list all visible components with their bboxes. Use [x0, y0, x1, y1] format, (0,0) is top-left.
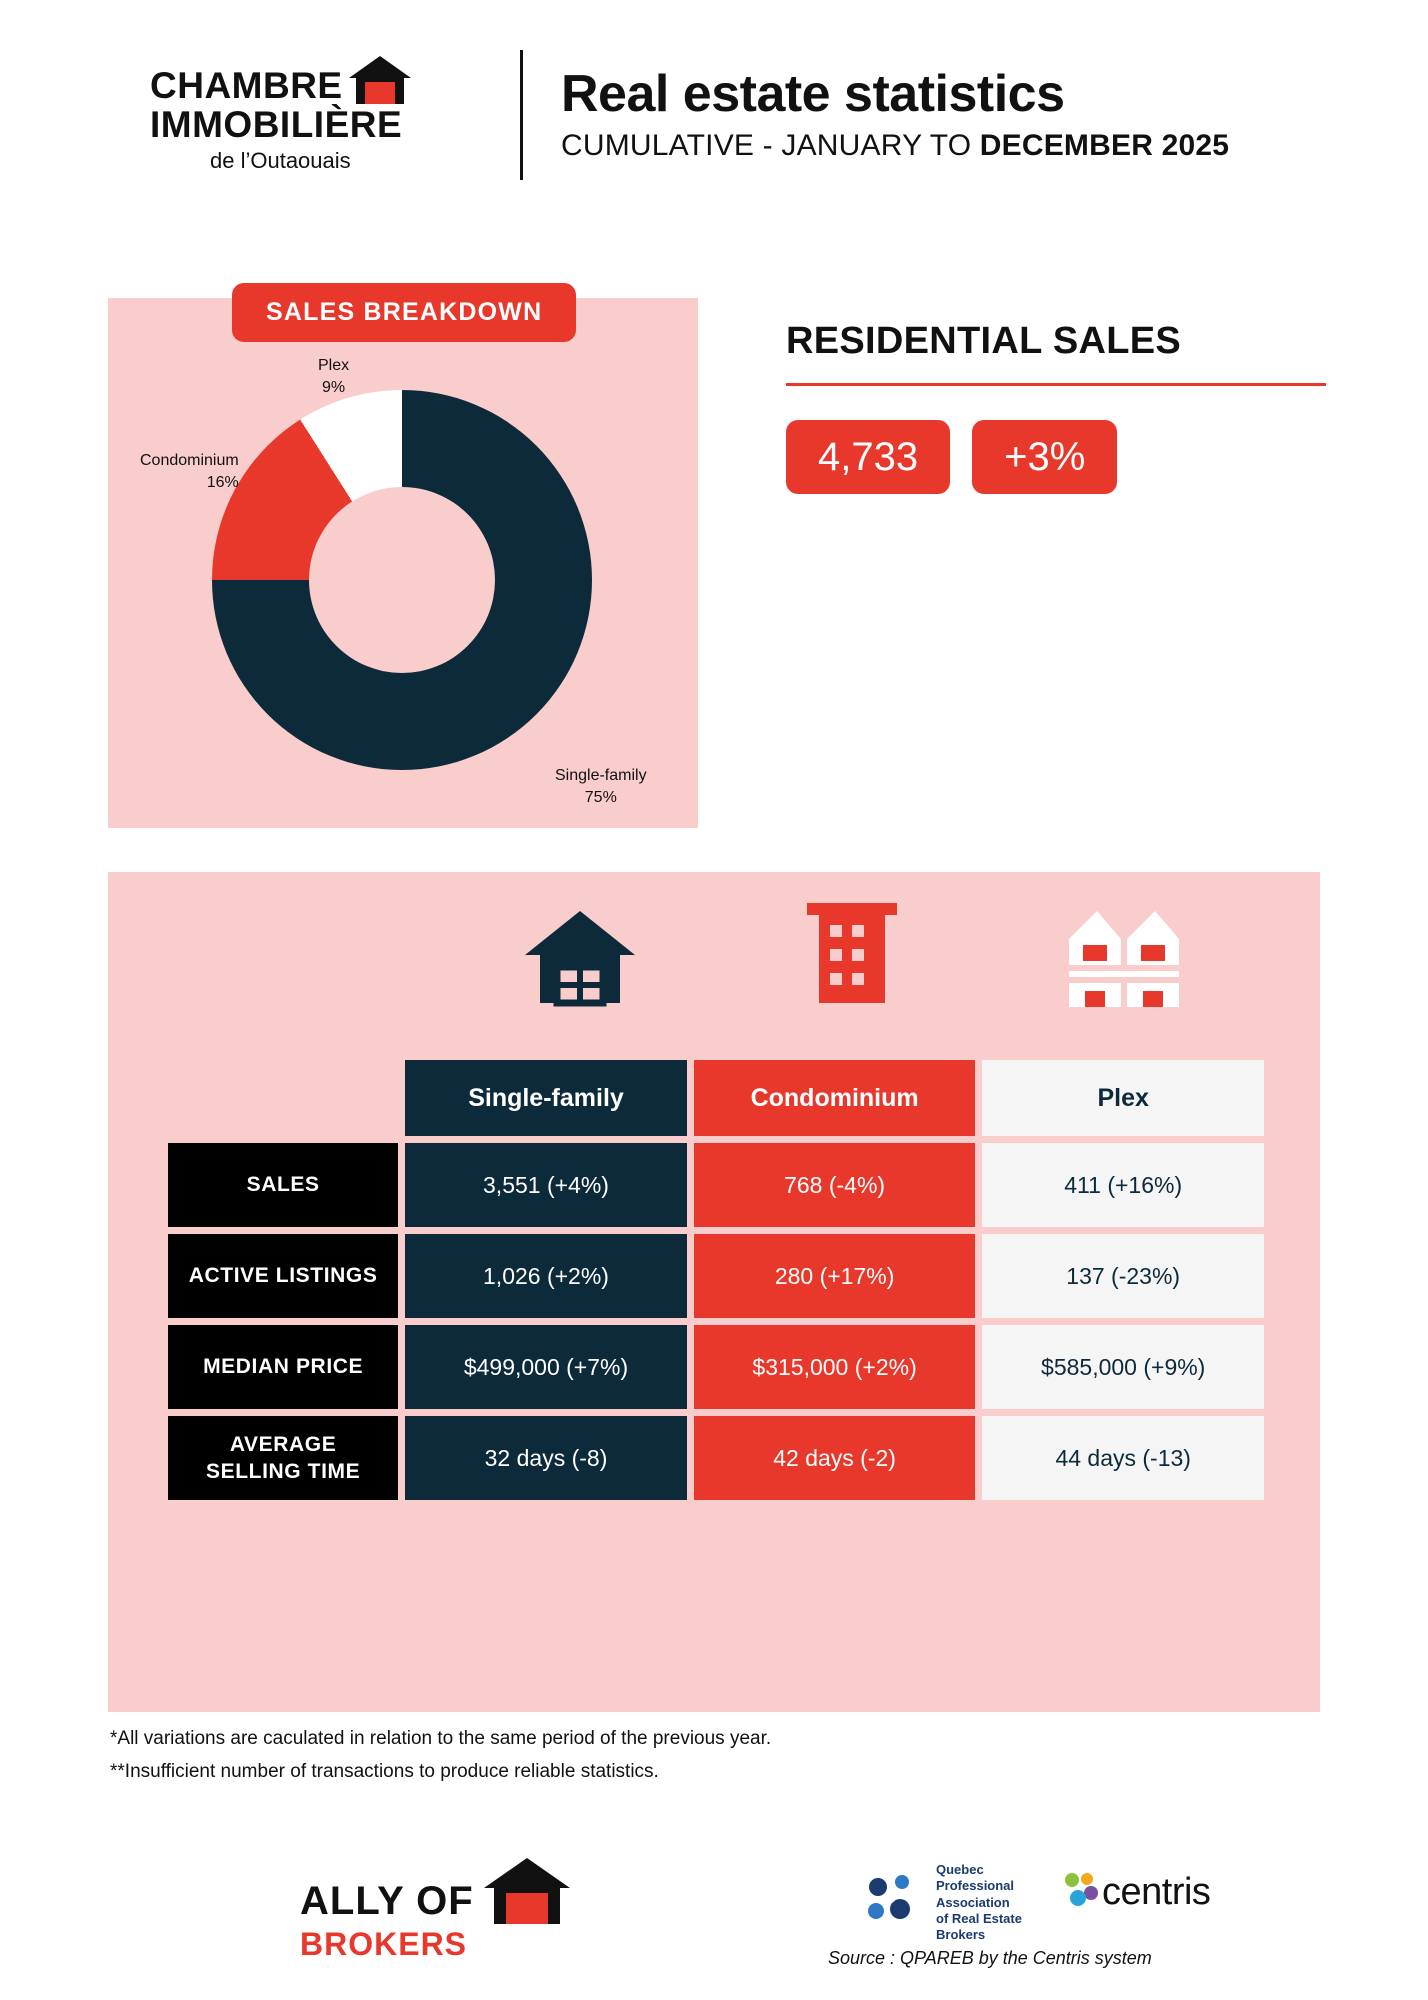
cell-average-selling-time-single-family: 32 days (-8) [405, 1416, 687, 1500]
ally-logo-line1-row [300, 1858, 640, 1924]
ally-logo-line2-text: BROKERS [300, 1926, 468, 1962]
row-label-average-selling-time-line1: AVERAGE [229, 1432, 337, 1456]
cell-sales-single-family: 3,551 (+4%) [405, 1143, 687, 1227]
page-footer [0, 1840, 1428, 2000]
column-header-plex: Plex [982, 1060, 1264, 1136]
condominium-building-icon [716, 902, 988, 1007]
cell-average-selling-time-plex: 44 days (-13) [982, 1416, 1264, 1500]
logo-top-row [150, 56, 490, 104]
donut-label-condominium-value: 16% [206, 473, 239, 491]
row-label-average-selling-time-line2: SELLING TIME [206, 1460, 361, 1483]
qpareb-line2: Professional [936, 1878, 1015, 1894]
residential-sales-pills [786, 420, 1326, 494]
cell-active-listings-single-family: 1,026 (+2%) [405, 1234, 687, 1318]
column-header-condominium: Condominium [694, 1060, 976, 1136]
qpareb-line4: of Real Estate [936, 1910, 1022, 1926]
qpareb-line5: Brokers [936, 1927, 986, 1942]
donut-label-single-family-value: 75% [584, 788, 617, 806]
cell-sales-condominium: 768 (-4%) [694, 1143, 976, 1227]
donut-label-single-family [555, 765, 647, 808]
table-row [168, 1416, 1264, 1500]
logo-line3-text: de l’Outaouais [210, 148, 351, 174]
row-label-active-listings: ACTIVE LISTINGS [168, 1234, 398, 1318]
row-label-average-selling-time [168, 1416, 398, 1500]
qpareb-text [936, 1862, 1022, 1943]
table-row [168, 1234, 1264, 1318]
residential-sales-count: 4,733 [786, 420, 950, 494]
donut-label-plex [318, 355, 349, 398]
column-header-single-family: Single-family [405, 1060, 687, 1136]
donut-label-plex-value: 9% [322, 378, 346, 396]
row-label-sales: SALES [168, 1143, 398, 1227]
donut-label-plex-name: Plex [318, 357, 350, 374]
donut-label-condominium-name: Condominium [140, 452, 239, 469]
footnotes [110, 1722, 771, 1789]
centris-logo [1058, 1868, 1210, 1917]
footnote-1: *All variations are caculated in relation to the same period of the previous year. [110, 1728, 772, 1749]
house-icon [349, 56, 411, 104]
residential-sales-title: RESIDENTIAL SALES [786, 320, 1182, 362]
cell-active-listings-plex: 137 (-23%) [982, 1234, 1264, 1318]
subtitle-prefix: CUMULATIVE - JANUARY TO [561, 129, 980, 163]
qpareb-line3: Association [936, 1894, 1010, 1910]
page-title: Real estate statistics [561, 64, 1065, 123]
cell-average-selling-time-condominium: 42 days (-2) [694, 1416, 976, 1500]
sales-breakdown-donut-chart [212, 390, 592, 770]
plex-duplex-icon [988, 902, 1260, 1007]
donut-label-single-family-name: Single-family [555, 767, 647, 784]
statistics-table [161, 1053, 1271, 1507]
header-divider [520, 50, 523, 180]
header-title-block [561, 64, 1230, 164]
donut-ring [212, 390, 592, 770]
subtitle-period: DECEMBER 2025 [979, 129, 1230, 163]
single-family-house-icon [444, 902, 716, 1007]
cell-active-listings-condominium: 280 (+17%) [694, 1234, 976, 1318]
statistics-table-panel [108, 872, 1320, 1712]
page-subtitle [561, 129, 1229, 163]
cell-median-price-plex: $585,000 (+9%) [982, 1325, 1264, 1409]
table-header-row [168, 1060, 1264, 1136]
ally-logo-line1-text: ALLY OF [300, 1879, 474, 1923]
chambre-immobiliere-logo [150, 56, 490, 175]
cell-sales-plex: 411 (+16%) [982, 1143, 1264, 1227]
residential-sales-variation: +3% [972, 420, 1117, 494]
logo-line2-text: IMMOBILIÈRE [150, 103, 403, 145]
centris-mark-icon [1058, 1868, 1102, 1917]
house-icon [484, 1858, 570, 1924]
sales-breakdown-badge: SALES BREAKDOWN [232, 283, 576, 342]
cell-median-price-single-family: $499,000 (+7%) [405, 1325, 687, 1409]
ally-of-brokers-logo [300, 1858, 640, 1963]
row-label-median-price: MEDIAN PRICE [168, 1325, 398, 1409]
footnote-2: **Insufficient number of transactions to produce reliable statistics. [110, 1761, 659, 1783]
category-icons-row [108, 902, 1320, 1007]
donut-label-condominium [140, 450, 239, 493]
residential-sales-block [786, 320, 1326, 494]
qpareb-logo [862, 1862, 1022, 1943]
table-row [168, 1325, 1264, 1409]
source-note: Source : QPAREB by the Centris system [828, 1948, 1152, 1968]
cell-median-price-condominium: $315,000 (+2%) [694, 1325, 976, 1409]
residential-sales-rule [786, 383, 1326, 386]
table-header-blank [168, 1060, 398, 1136]
qpareb-mark-icon [862, 1871, 924, 1934]
qpareb-line1: Quebec [936, 1862, 984, 1877]
table-row [168, 1143, 1264, 1227]
centris-wordmark: centris [1102, 1871, 1211, 1913]
page-header [0, 0, 1428, 174]
logo-line1-text: CHAMBRE [150, 64, 343, 106]
